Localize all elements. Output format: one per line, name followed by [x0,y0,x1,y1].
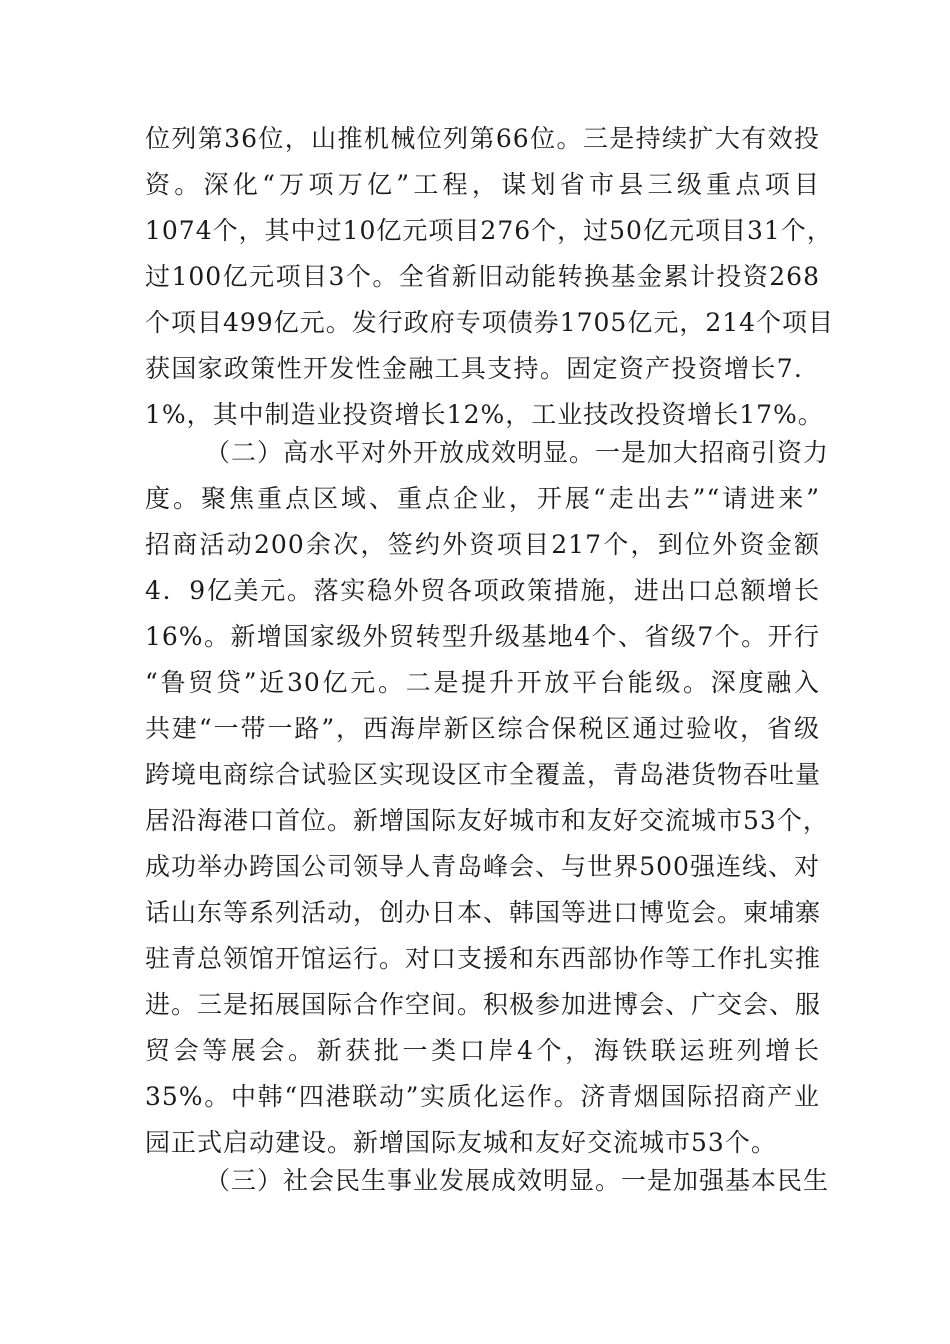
text-line: 度。聚焦重点区域、重点企业，开展“走出去”“请进来” [145,484,820,513]
text-line: 过100亿元项目3个。全省新旧动能转换基金累计投资268 [145,262,820,291]
text-line: 位列第36位，山推机械位列第66位。三是持续扩大有效投 [145,124,820,153]
text-line: 招商活动200余次，签约外资项目217个，到位外资金额 [145,530,820,559]
text-line: 1%，其中制造业投资增长12%，工业技改投资增长17%。 [145,400,824,429]
text-line: 驻青总领馆开馆运行。对口支援和东西部协作等工作扎实推 [145,944,822,973]
text-line: 共建“一带一路”，西海岸新区综合保税区通过验收，省级 [145,714,820,743]
text-line: 话山东等系列活动，创办日本、韩国等进口博览会。柬埔寨 [145,898,822,927]
text-line: 进。三是拓展国际合作空间。积极参加进博会、广交会、服 [145,990,822,1019]
text-line: 居沿海港口首位。新增国际友好城市和友好交流城市53个， [145,806,829,835]
text-line: 1074个，其中过10亿元项目276个，过50亿元项目31个， [145,216,833,245]
text-line: 获国家政策性开发性金融工具支持。固定资产投资增长7． [145,354,820,383]
text-line: 4．9亿美元。落实稳外贸各项政策措施，进出口总额增长 [145,576,820,605]
text-line: 园正式启动建设。新增国际友城和友好交流城市53个。 [145,1128,777,1157]
section-heading-line: （二）高水平对外开放成效明显。一是加大招商引资力 [205,438,830,467]
text-line: 个项目499亿元。发行政府专项债券1705亿元，214个项目 [145,308,835,337]
text-line: 成功举办跨国公司领导人青岛峰会、与世界500强连线、对 [145,852,820,881]
text-line: 贸会等展会。新获批一类口岸4个，海铁联运班列增长 [145,1036,820,1065]
section-heading-line: （三）社会民生事业发展成效明显。一是加强基本民生 [205,1166,830,1195]
text-line: 资。深化“万项万亿”工程，谋划省市县三级重点项目 [145,170,820,199]
text-line: 16%。新增国家级外贸转型升级基地4个、省级7个。开行 [145,622,820,651]
text-line: “鲁贸贷”近30亿元。二是提升开放平台能级。深度融入 [145,668,820,697]
text-line: 跨境电商综合试验区实现设区市全覆盖，青岛港货物吞吐量 [145,760,822,789]
text-line: 35%。中韩“四港联动”实质化运作。济青烟国际招商产业 [145,1082,820,1111]
